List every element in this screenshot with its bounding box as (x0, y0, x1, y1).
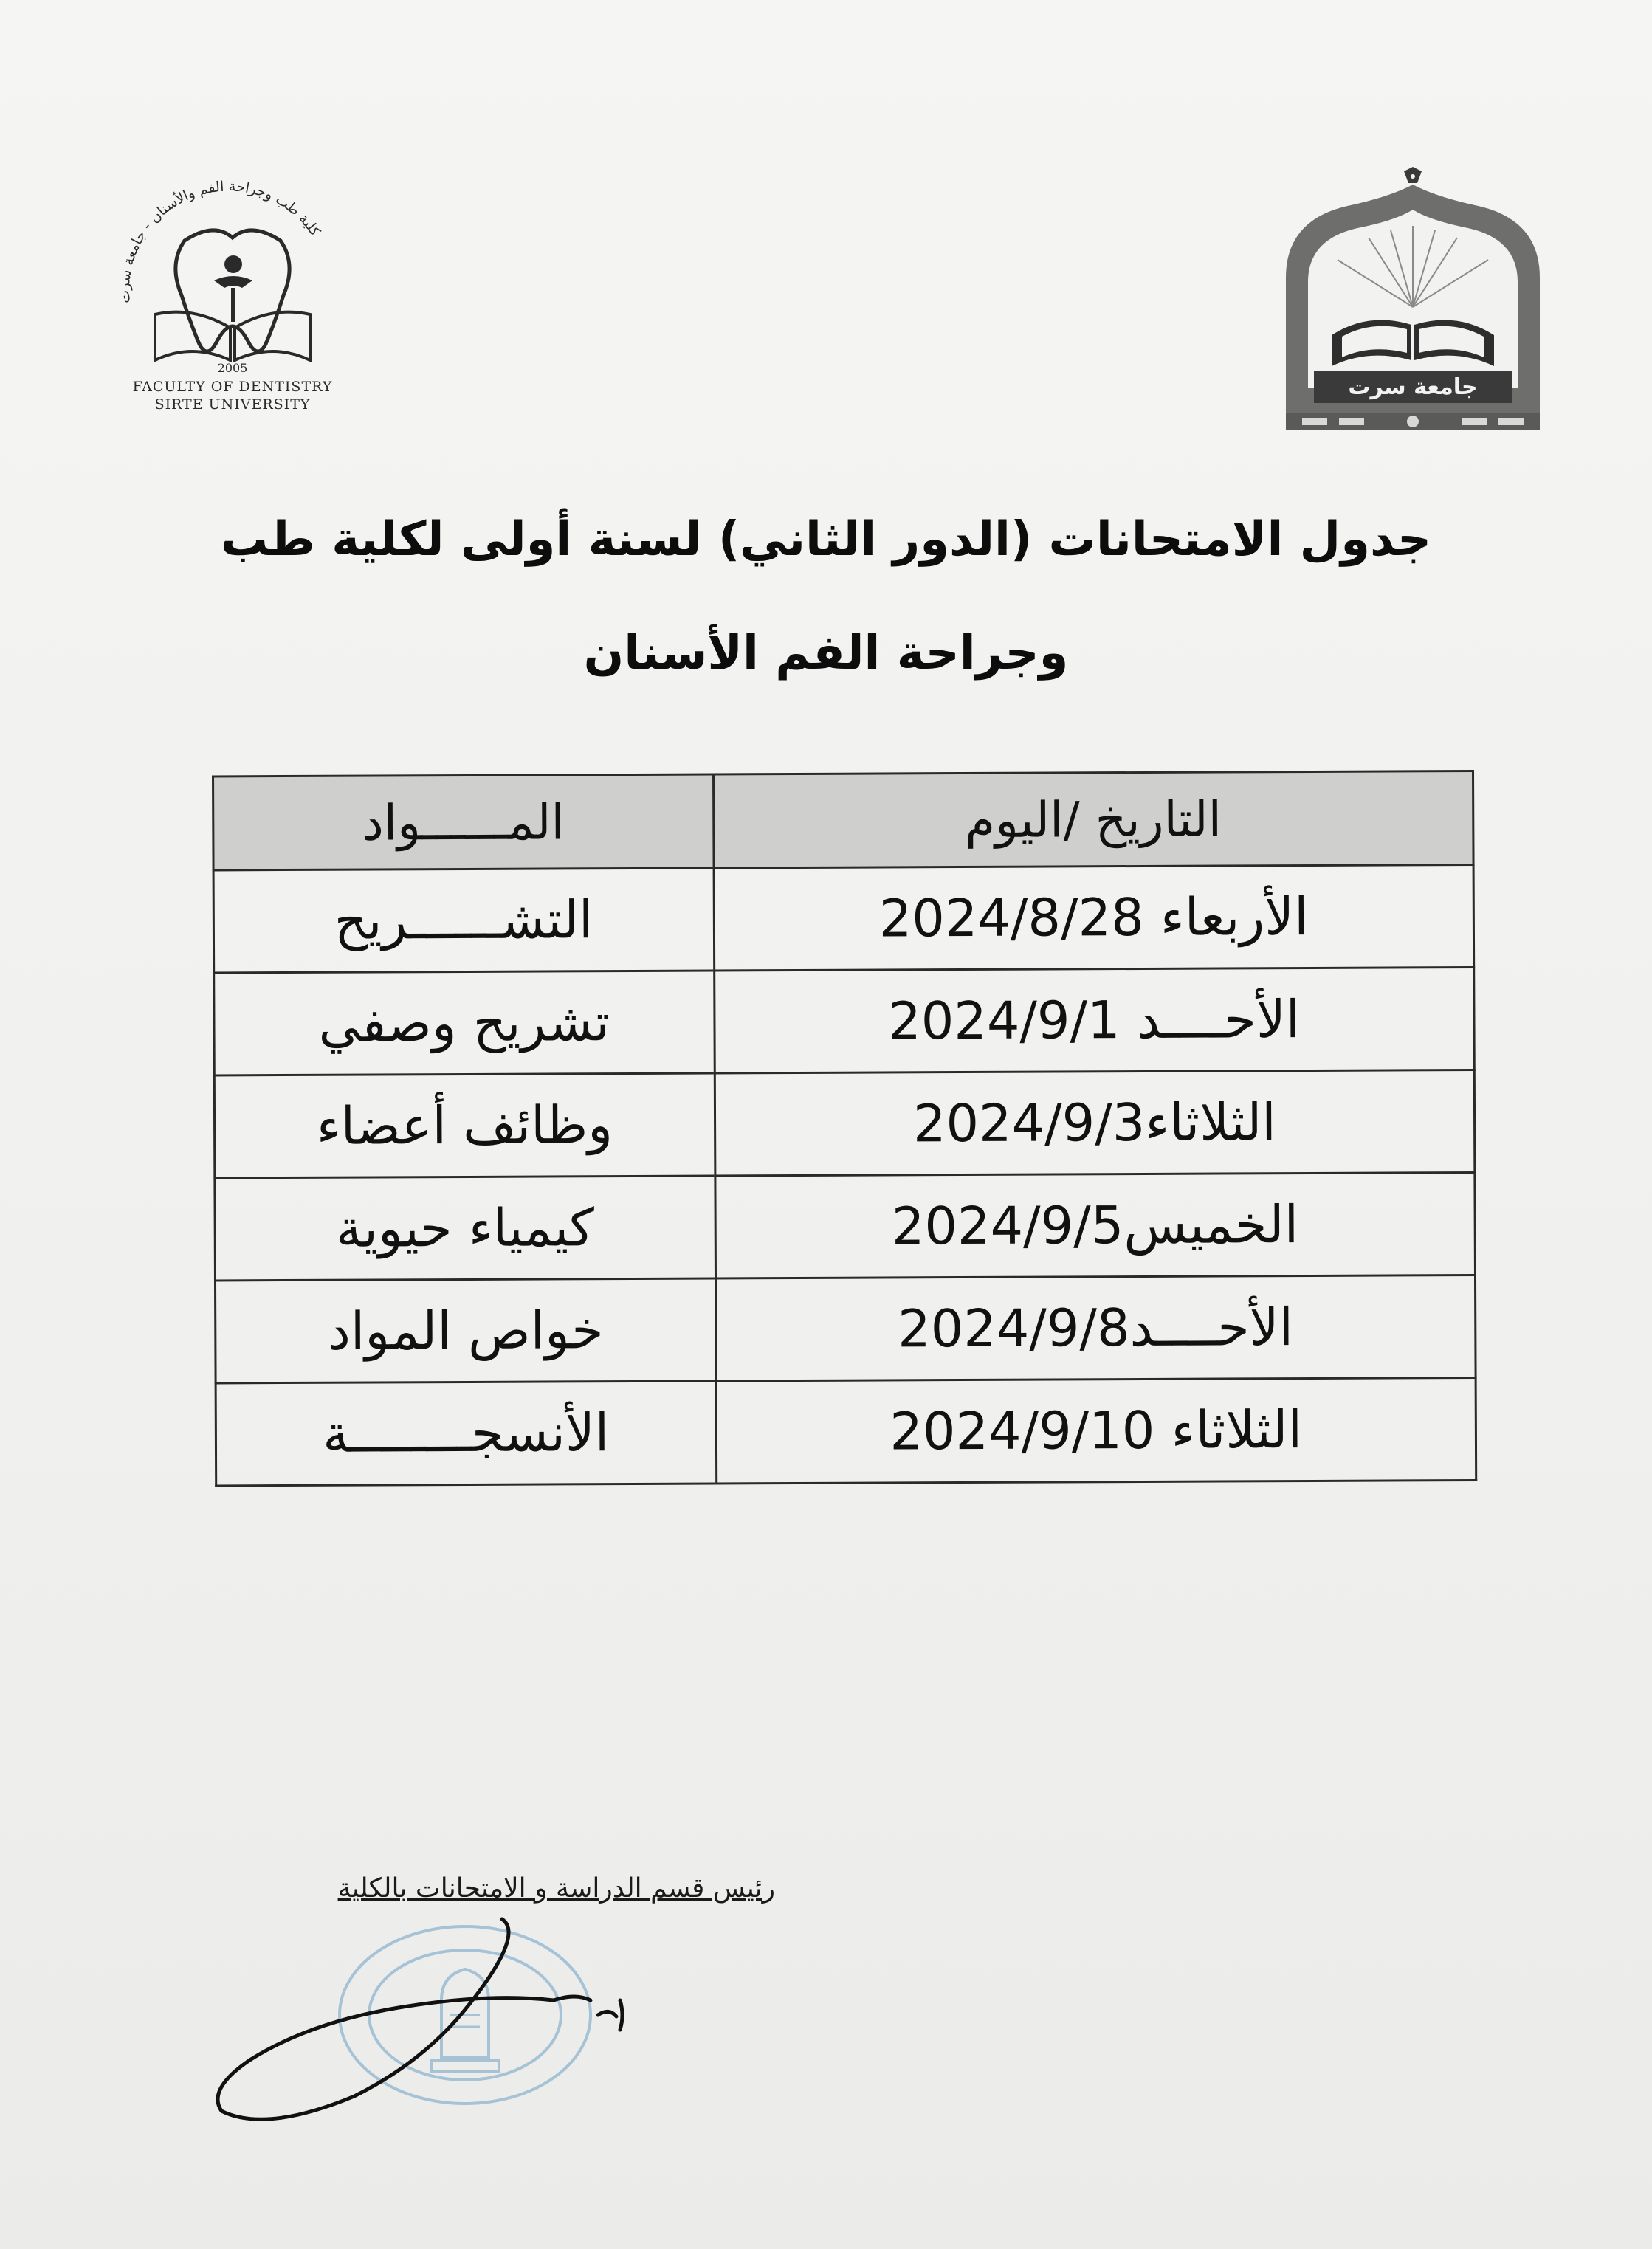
table-row (216, 1377, 1476, 1485)
page-title-line-1: جدول الامتحانات (الدور الثاني) لسنة أولى لكلية طب (220, 512, 1432, 567)
row-date: الخميس2024/9/5 (715, 1173, 1475, 1278)
row-subject: الأنسجــــــــة (216, 1381, 716, 1486)
exam-schedule-table (212, 770, 1477, 1487)
table-row (216, 1275, 1476, 1383)
page-title-line-2: وجراحة الفم الأسنان (583, 626, 1069, 681)
faculty-caption-line-2: SIRTE UNIVERSITY (154, 396, 311, 413)
row-date: الأربعاء 2024/8/28 (714, 865, 1474, 971)
row-subject: تشريح وصفي (214, 971, 715, 1075)
official-stamp-icon (340, 1926, 591, 2104)
header-date: التاريخ /اليوم (713, 771, 1473, 868)
row-date: الثلاثاء 2024/9/10 (716, 1377, 1476, 1483)
table-row (215, 1173, 1476, 1281)
table-row (213, 865, 1474, 973)
svg-text:كلية طب وجراحة الفم والأسنان - (117, 179, 324, 304)
header-subject: المــــــواد (213, 774, 714, 870)
row-subject: خواص المواد (216, 1278, 716, 1383)
signature-area (207, 1890, 768, 2126)
signatory-title: رئيس قسم الدراسة و الامتحانات بالكلية (337, 1873, 775, 1904)
row-date: الأحــــد2024/9/8 (715, 1275, 1476, 1381)
faculty-year: 2005 (217, 361, 248, 375)
table-row (214, 1070, 1475, 1178)
row-subject: وظائف أعضاء (214, 1073, 715, 1178)
university-logo (1280, 167, 1546, 435)
faculty-ring-text: كلية طب وجراحة الفم والأسنان - جامعة سرت (116, 178, 323, 304)
row-date: الثلاثاء2024/9/3 (715, 1070, 1475, 1176)
faculty-caption (103, 378, 362, 413)
table-header-row (213, 771, 1474, 870)
row-subject: كيمياء حيوية (215, 1176, 715, 1281)
row-date: الأحــــد 2024/9/1 (714, 968, 1474, 1073)
faculty-caption-line-1: FACULTY OF DENTISTRY (132, 379, 333, 395)
row-subject: التشــــــريح (213, 868, 714, 973)
university-logo-text: جامعة سرت (1348, 374, 1478, 400)
table-row (214, 968, 1475, 1075)
